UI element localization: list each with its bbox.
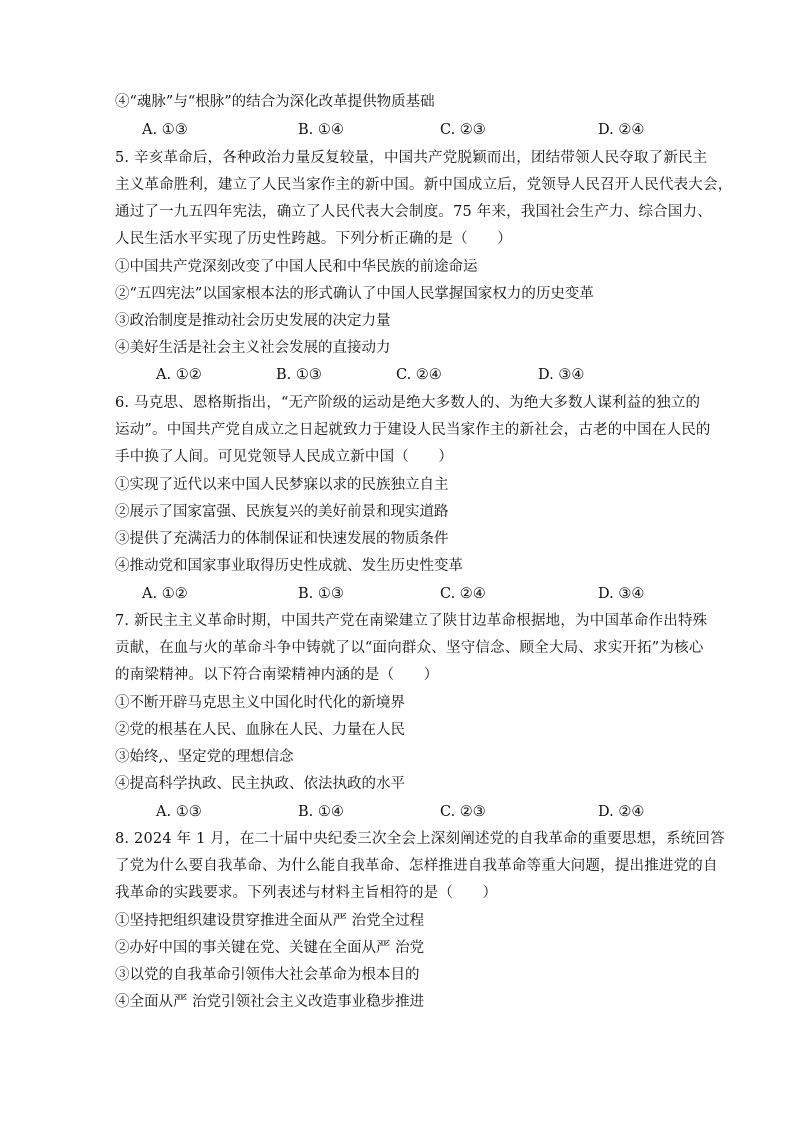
q6-statement-1: ①实现了近代以来中国人民梦寐以求的民族独立自主: [115, 477, 449, 493]
q6-option-a[interactable]: A. ①②: [142, 586, 188, 602]
q4-option-b[interactable]: B. ①④: [298, 122, 344, 138]
q5-stem-line-4: 人民生活水平实现了历史性跨越。下列分析正确的是（ ）: [115, 231, 512, 247]
q5-statement-4: ④美好生活是社会主义社会发展的直接动力: [115, 340, 391, 356]
q5-option-b[interactable]: B. ①③: [276, 367, 322, 383]
q4-option-d[interactable]: D. ②④: [598, 122, 645, 138]
q7-stem-line-2: 贡献，在血与火的革命斗争中铸就了以“面向群众、坚守信念、顾全大局、求实开拓”为核心: [115, 640, 704, 656]
q8-statement-3: ③以党的自我革命引领伟大社会革命为根本目的: [115, 967, 420, 983]
q7-statement-1: ①不断开辟马克思主义中国化时代化的新境界: [115, 695, 405, 711]
q5-stem-line-3: 通过了一九五四年宪法，确立了人民代表大会制度。75 年来，我国社会生产力、综合国力、: [115, 204, 712, 220]
q5-statement-3: ③政治制度是推动社会历史发展的决定力量: [115, 313, 391, 329]
q6-stem-line-2: 运动”。中国共产党自成立之日起就致力于建设人民当家作主的新社会，古老的中国在人民的: [115, 422, 711, 438]
q5-options: [0, 365, 794, 385]
q8-stem-line-1: 8. 2024 年 1 月，在二十届中央纪委三次全会上深刻阐述党的自我革命的重要思想，系统回答: [115, 831, 725, 847]
q7-options: [0, 802, 794, 822]
q7-stem-line-1: 7. 新民主主义革命时期，中国共产党在南梁建立了陕甘边革命根据地，为中国革命作出特殊: [115, 613, 708, 629]
q4-option-c[interactable]: C. ②③: [440, 122, 486, 138]
q5-option-d[interactable]: D. ③④: [538, 367, 585, 383]
q5-statement-2: ②“五四宪法”以国家根本法的形式确认了中国人民掌握国家权力的历史变革: [115, 286, 594, 302]
q6-option-b[interactable]: B. ①③: [298, 586, 344, 602]
q8-statement-4: ④全面从严 治党引领社会主义改造事业稳步推进: [115, 994, 425, 1010]
q8-stem-line-3: 我革命的实践要求。下列表述与材料主旨相符的是（ ）: [115, 885, 498, 901]
q7-statement-2: ②党的根基在人民、血脉在人民、力量在人民: [115, 722, 405, 738]
q7-statement-3: ③始终,、坚定党的理想信念: [115, 749, 294, 765]
q7-option-c[interactable]: C. ②③: [440, 804, 486, 820]
q5-option-c[interactable]: C. ②④: [396, 367, 442, 383]
q4-option-a[interactable]: A. ①③: [142, 122, 188, 138]
q4-statement-4: ④“魂脉”与“根脉”的结合为深化改革提供物质基础: [115, 94, 435, 110]
q6-stem-line-3: 手中换了人间。可见党领导人民成立新中国（ ）: [115, 449, 454, 465]
q4-options: [0, 120, 794, 140]
q5-option-a[interactable]: A. ①②: [156, 367, 202, 383]
q6-options: [0, 584, 794, 604]
q8-statement-2: ②办好中国的事关键在党、关键在全面从严 治党: [115, 940, 425, 956]
q8-statement-1: ①坚持把组织建设贯穿推进全面从严 治党全过程: [115, 913, 425, 929]
q8-stem-line-2: 了党为什么要自我革命、为什么能自我革命、怎样推进自我革命等重大问题，提出推进党的自: [115, 858, 718, 874]
q7-option-d[interactable]: D. ②④: [598, 804, 645, 820]
q5-statement-1: ①中国共产党深刻改变了中国人民和中华民族的前途命运: [115, 259, 478, 275]
q6-statement-4: ④推动党和国家事业取得历史性成就、发生历史性变革: [115, 558, 463, 574]
q7-stem-line-3: 的南梁精神。以下符合南梁精神内涵的是（ ）: [115, 667, 439, 683]
q6-statement-3: ③提供了充满活力的体制保证和快速发展的物质条件: [115, 531, 449, 547]
q6-option-d[interactable]: D. ③④: [598, 586, 645, 602]
q5-stem-line-1: 5. 辛亥革命后，各种政治力量反复较量，中国共产党脱颖而出，团结带领人民夺取了新民主: [115, 150, 708, 166]
q7-option-b[interactable]: B. ①④: [298, 804, 344, 820]
q5-stem-line-2: 主义革命胜利，建立了人民当家作主的新中国。新中国成立后，党领导人民召开人民代表大会，: [115, 177, 733, 193]
q6-stem-line-1: 6. 马克思、恩格斯指出，“无产阶级的运动是绝大多数人的、为绝大多数人谋利益的独立的: [115, 395, 701, 411]
q7-option-a[interactable]: A. ①③: [156, 804, 202, 820]
q6-option-c[interactable]: C. ②④: [440, 586, 486, 602]
q7-statement-4: ④提高科学执政、民主执政、依法执政的水平: [115, 776, 405, 792]
q6-statement-2: ②展示了国家富强、民族复兴的美好前景和现实道路: [115, 504, 449, 520]
